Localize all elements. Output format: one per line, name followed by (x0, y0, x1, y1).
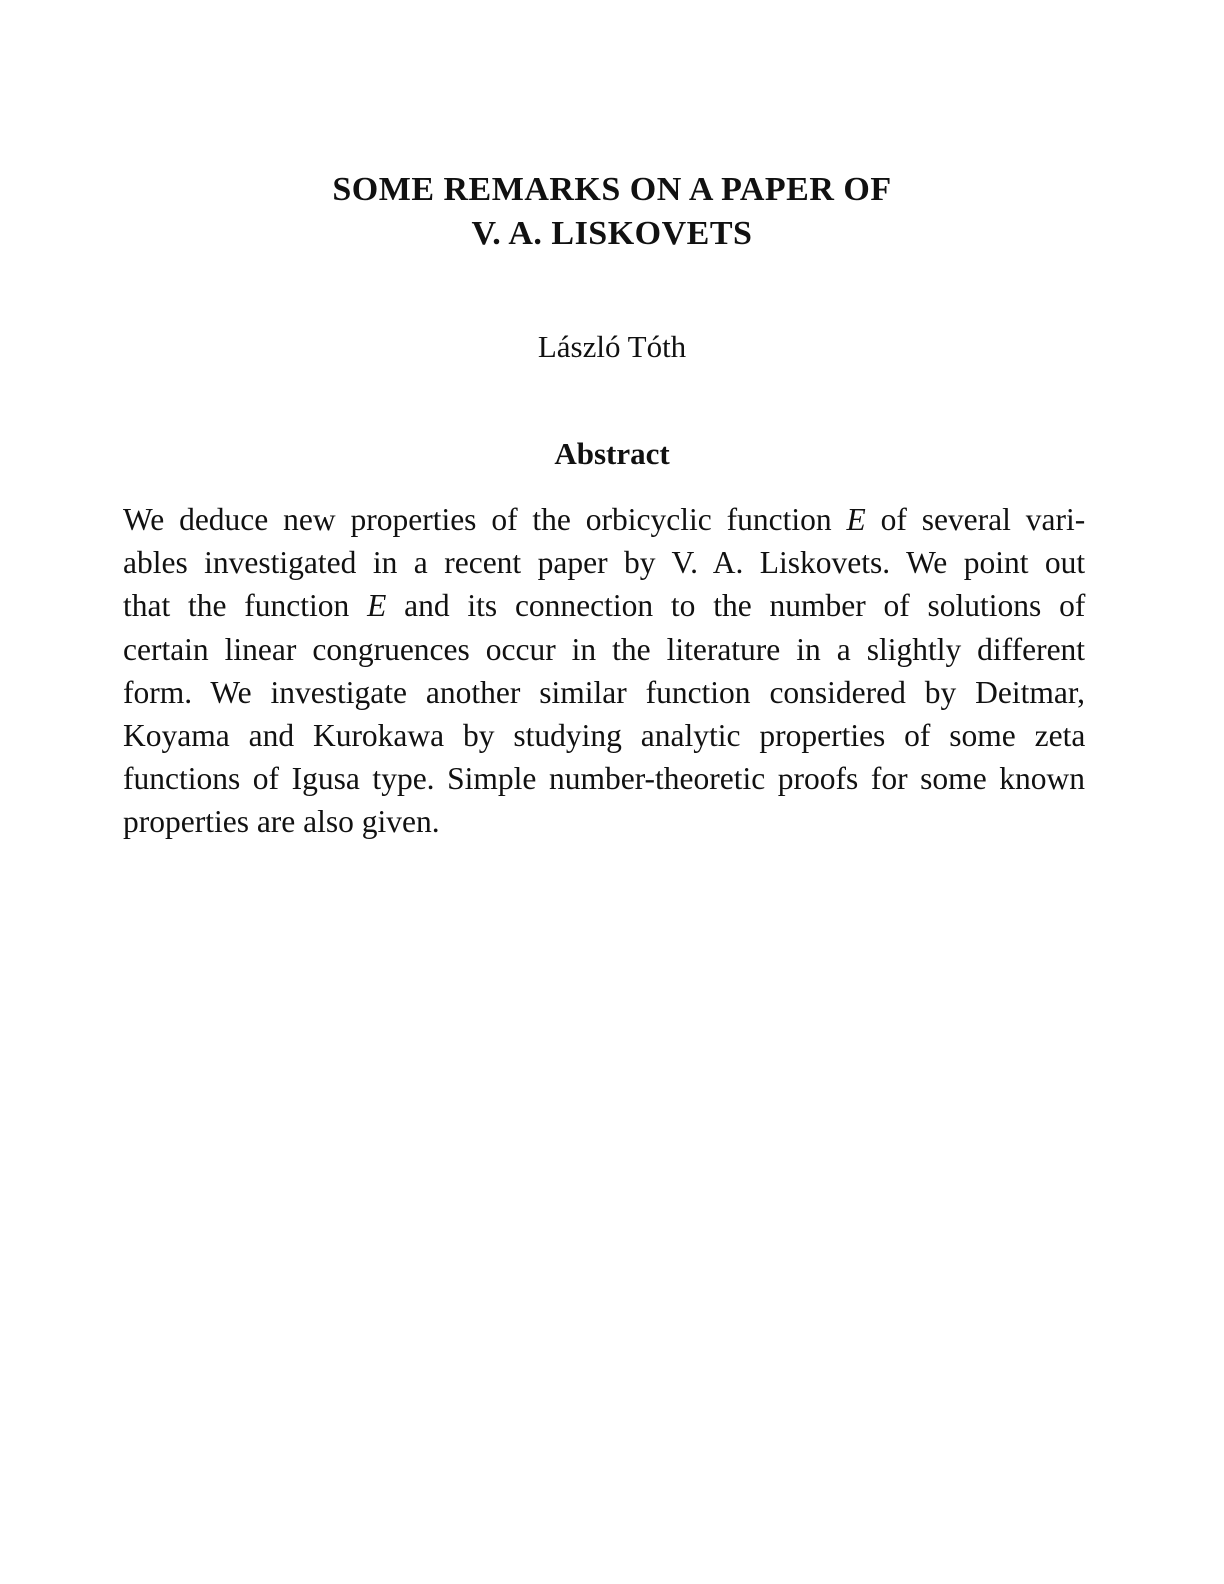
abstract-text: properties are also given. (123, 804, 440, 840)
paper-title (0, 168, 1224, 256)
paper-title-line-1: SOME REMARKS ON A PAPER OF (332, 171, 892, 208)
abstract-text: Koyama and Kurokawa by studying analytic properties of some zeta (123, 718, 1086, 754)
abstract-line (123, 584, 1085, 627)
abstract-text: ables investigated in a recent paper by V. A. Liskovets. We point out (123, 545, 1086, 581)
paper-title-line-2: V. A. LISKOVETS (471, 215, 753, 252)
abstract-line (123, 714, 1085, 757)
abstract-line (123, 541, 1085, 584)
abstract-text: form. We investigate another similar function considered by Deitmar, (123, 674, 1085, 710)
abstract-line (123, 628, 1085, 671)
abstract-text: functions of Igusa type. Simple number-theoretic proofs for some known (123, 761, 1085, 797)
author-name: László Tóth (537, 329, 687, 364)
abstract-line (123, 800, 1085, 843)
abstract-line (123, 671, 1085, 714)
abstract-line (123, 498, 1085, 541)
abstract-text: that the function (123, 588, 368, 624)
abstract-text: certain linear congruences occur in the literature in a slightly different (123, 631, 1086, 667)
abstract-line (123, 757, 1085, 800)
abstract-text: We deduce new properties of the orbicyclic function (123, 502, 847, 537)
abstract-body (123, 498, 1085, 844)
abstract-heading: Abstract (554, 436, 670, 471)
abstract-text: and its connection to the number of solutions of (386, 588, 1086, 624)
math-symbol: E (367, 588, 387, 624)
math-symbol: E (846, 502, 866, 537)
abstract-text: of several vari- (865, 502, 1086, 537)
